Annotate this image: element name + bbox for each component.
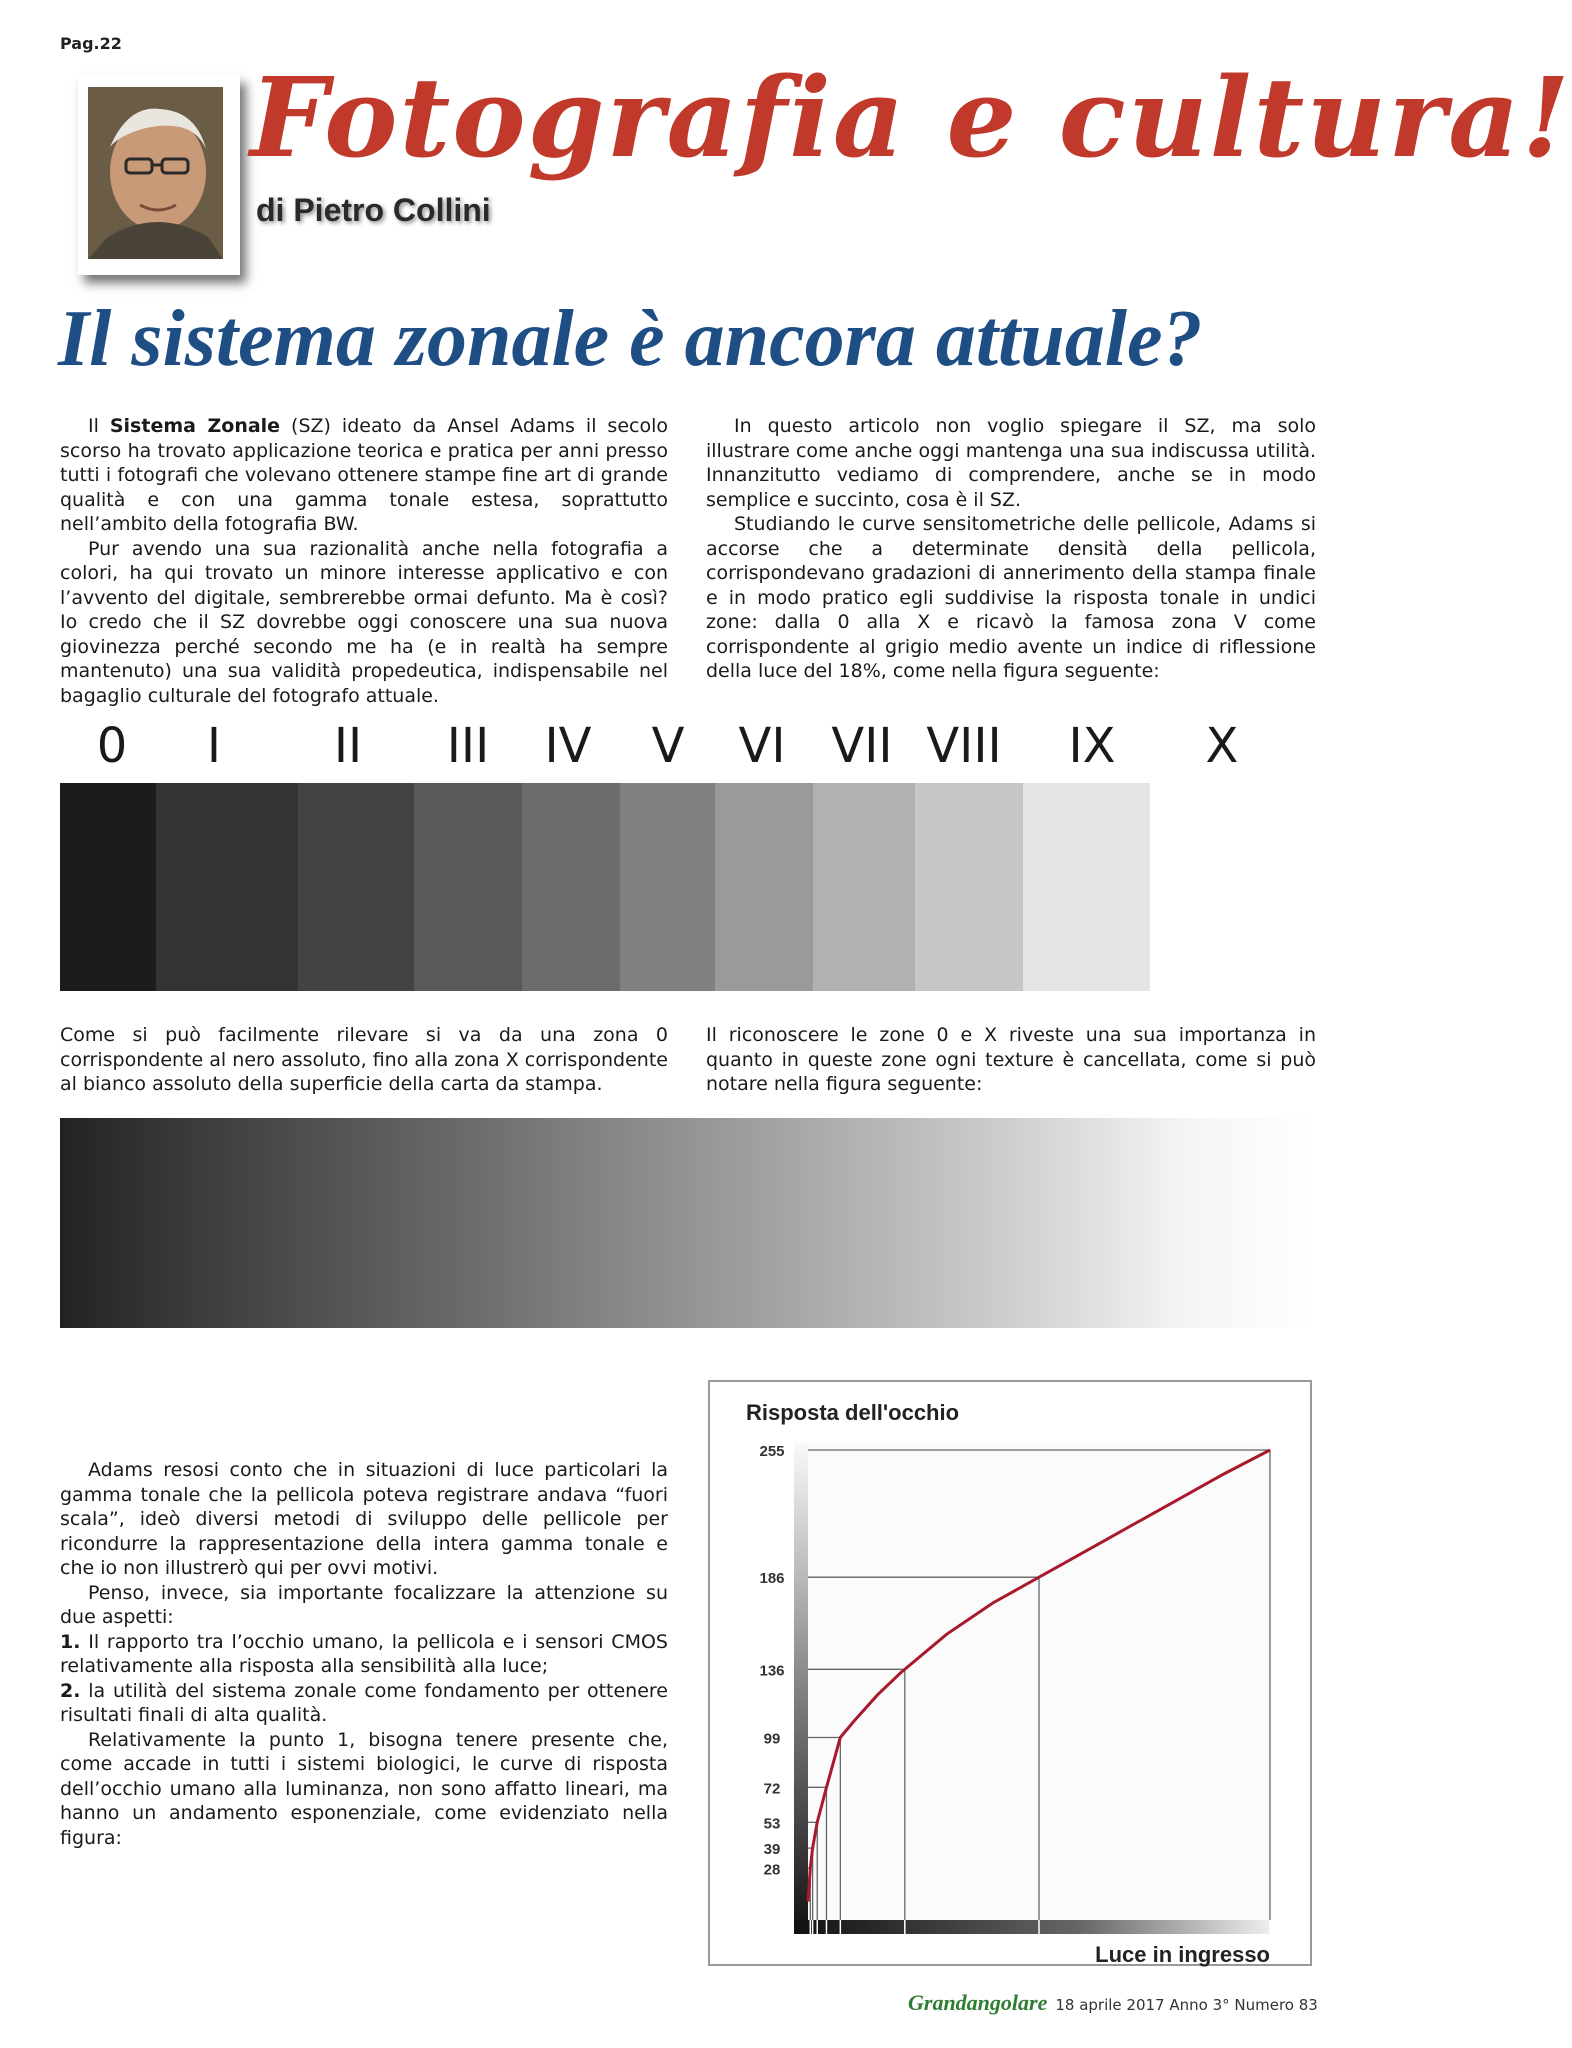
zone-swatch bbox=[620, 783, 715, 991]
tonal-gradient-figure bbox=[60, 1118, 1314, 1328]
author-photo-frame bbox=[78, 75, 240, 275]
page-number: Pag.22 bbox=[60, 34, 122, 53]
masthead-title: Fotografia e cultura! bbox=[250, 53, 1572, 182]
zone-label: IV bbox=[544, 718, 592, 774]
zone-label: III bbox=[446, 718, 490, 774]
zone-label: I bbox=[206, 718, 222, 774]
magazine-name: Grandangolare bbox=[908, 1990, 1048, 2015]
paragraph: Penso, invece, sia importante focalizzare la attenzione su due aspetti: bbox=[60, 1581, 668, 1628]
list-item: 2. la utilità del sistema zonale come fondamento per ottenere risultati finali di alta qualità. bbox=[60, 1679, 668, 1726]
column-3 bbox=[60, 1023, 668, 1097]
bold-term: Sistema Zonale bbox=[109, 415, 281, 437]
paragraph: Adams resosi conto che in situazioni di luce particolari la gamma tonale che la pellicola poteva registrare andava “fuori scala”, ideò diversi metodi di sviluppo delle pellicole per ricondurre la rappresentazione della intera gamma tonale e che io non illustrerò qui per ovvi motivi. bbox=[60, 1459, 668, 1579]
zone-swatch bbox=[715, 783, 813, 991]
column-1 bbox=[60, 414, 668, 708]
list-item: 1. Il rapporto tra l’occhio umano, la pellicola e i sensori CMOS relativamente alla risposta alla sensibilità alla luce; bbox=[60, 1630, 668, 1677]
author-photo bbox=[88, 87, 223, 259]
zone-label: II bbox=[333, 718, 363, 774]
y-tick-label: 72 bbox=[763, 1780, 781, 1798]
zone-label: IX bbox=[1068, 718, 1116, 774]
issue-info: 18 aprile 2017 Anno 3° Numero 83 bbox=[1055, 1996, 1318, 2014]
list-number: 1. bbox=[60, 1630, 81, 1653]
zone-swatch bbox=[1150, 783, 1300, 991]
y-axis-gradient-bar bbox=[794, 1442, 808, 1934]
y-tick-label: 186 bbox=[759, 1570, 785, 1588]
y-tick-label: 53 bbox=[763, 1815, 781, 1833]
author-byline: di Pietro Collini bbox=[256, 192, 491, 228]
author-portrait-image bbox=[88, 87, 223, 259]
paragraph: Il Sistema Zonale (SZ) ideato da Ansel Adams il secolo scorso ha trovato applicazione teorica e pratica per anni presso tutti i fotografi che volevano ottenere stampe fine art di grande qualità e con una gamma tonale estesa, soprattutto nell’ambito della fotografia BW. bbox=[60, 415, 668, 535]
zone-swatch bbox=[414, 783, 522, 991]
paragraph: In questo articolo non voglio spiegare il SZ, ma solo illustrare come anche oggi mantenga una sua indiscussa utilità. Innanzitutto vediamo di comprendere, anche se in modo semplice e succinto, cosa è il SZ. bbox=[706, 415, 1316, 511]
zone-swatch bbox=[813, 783, 915, 991]
zone-label: 0 bbox=[96, 718, 128, 774]
y-tick-label: 136 bbox=[759, 1662, 785, 1680]
paragraph: Pur avendo una sua razionalità anche nella fotografia a colori, ha qui trovato un minore interesse applicativo e con l’avvento del digitale, sembrerebbe ormai defunto. Ma è così? Io credo che il SZ dovrebbe oggi conoscere una sua nuova giovinezza perché secondo me ha (e in realtà ha sempre mantenuto) una sua validità propedeutica, indispensabile nel bagaglio culturale del fotografo attuale. bbox=[60, 537, 668, 707]
y-tick-label: 99 bbox=[763, 1730, 781, 1748]
eye-response-chart bbox=[708, 1380, 1312, 1966]
x-axis-label: Luce in ingresso bbox=[1095, 1942, 1270, 1967]
zone-swatch bbox=[915, 783, 1023, 991]
zone-swatch bbox=[298, 783, 414, 991]
y-tick-label: 28 bbox=[763, 1861, 781, 1879]
chart-title: Risposta dell'occhio bbox=[746, 1400, 960, 1425]
zone-swatch bbox=[60, 783, 156, 991]
zone-label: VIII bbox=[926, 718, 1002, 774]
x-axis-gradient-bar bbox=[794, 1920, 1270, 1934]
paragraph: Come si può facilmente rilevare si va da una zona 0 corrispondente al nero assoluto, fino alla zona X corrispondente al bianco assoluto della superficie della carta da stampa. bbox=[60, 1024, 668, 1095]
y-tick-label: 39 bbox=[763, 1841, 781, 1859]
paragraph: Il riconoscere le zone 0 e X riveste una sua importanza in quanto in queste zone ogni texture è cancellata, come si può notare nella figura seguente: bbox=[706, 1024, 1316, 1095]
y-tick-label: 255 bbox=[759, 1443, 785, 1460]
column-2 bbox=[706, 414, 1316, 684]
paragraph: Studiando le curve sensitometriche delle pellicole, Adams si accorse che a determinate densità della pellicola, corrispondevano gradazioni di annerimento della stampa finale e in modo pratico egli suddivise la risposta tonale in undici zone: dalla 0 alla X e ricavò la famosa zona V come corrispondente al grigio medio avente un indice di riflessione della luce del 18%, come nella figura seguente: bbox=[706, 513, 1316, 682]
zone-label: VI bbox=[738, 718, 786, 774]
zone-swatch bbox=[156, 783, 298, 991]
zone-label: VII bbox=[831, 718, 893, 774]
zone-swatch bbox=[522, 783, 620, 991]
page-footer bbox=[908, 1990, 1318, 2016]
zone-label: V bbox=[651, 718, 685, 774]
zone-swatch bbox=[1023, 783, 1150, 991]
column-5 bbox=[60, 1458, 668, 1850]
article-headline: Il sistema zonale è ancora attuale? bbox=[58, 295, 1203, 383]
paragraph: Relativamente la punto 1, bisogna tenere presente che, come accade in tutti i sistemi biologici, le curve di risposta dell’occhio umano alla luminanza, non sono affatto lineari, ma hanno un andamento esponenziale, come evidenziato nella figura: bbox=[60, 1728, 668, 1849]
column-4 bbox=[706, 1023, 1316, 1097]
zone-label: X bbox=[1205, 718, 1239, 774]
chart-svg bbox=[710, 1382, 1310, 1967]
list-number: 2. bbox=[60, 1679, 81, 1702]
